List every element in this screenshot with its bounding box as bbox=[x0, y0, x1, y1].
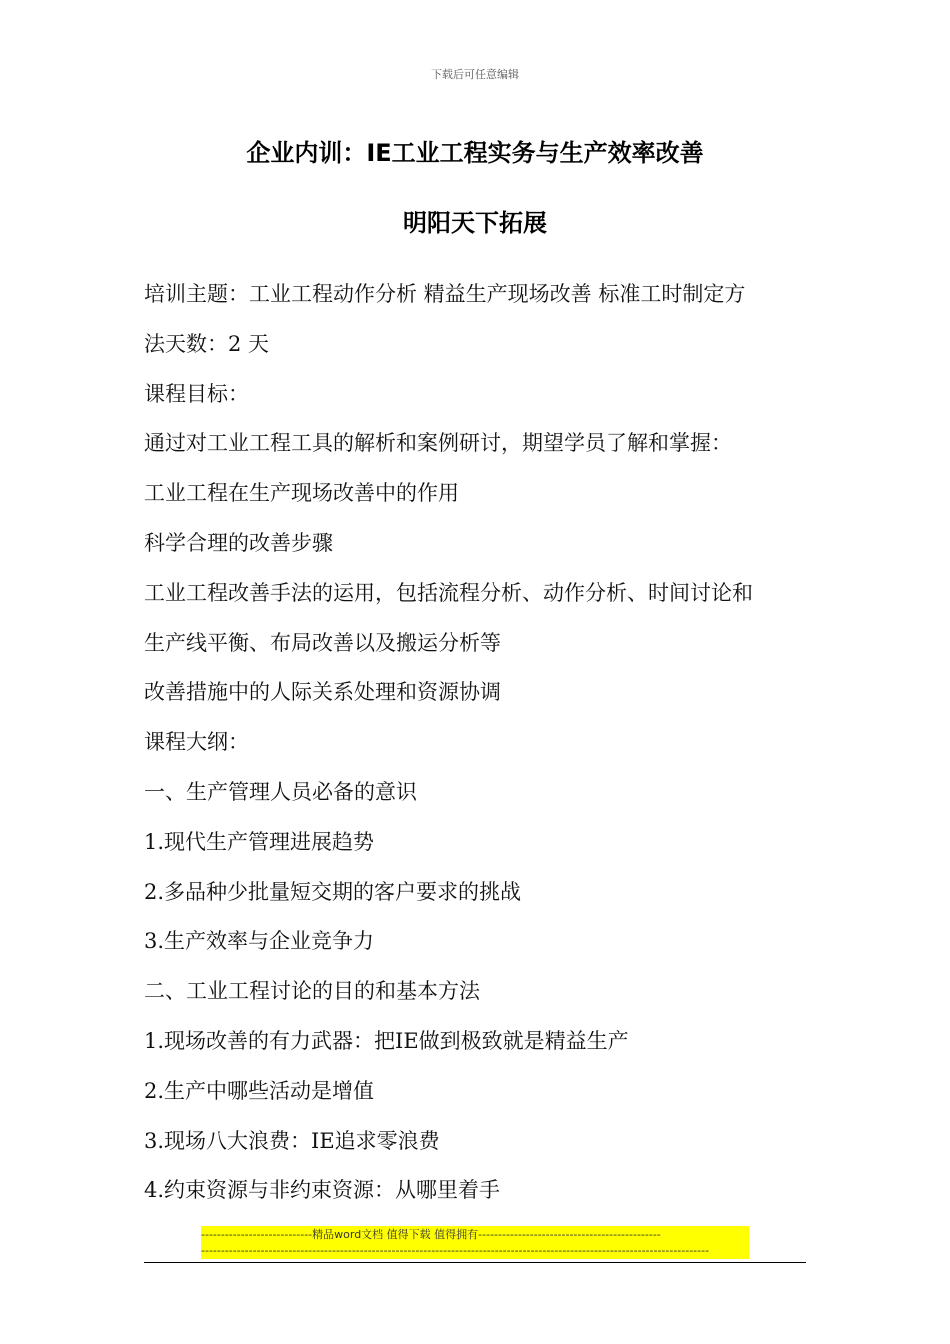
header-note: 下载后可任意编辑 bbox=[431, 68, 519, 81]
footer-divider bbox=[144, 1262, 806, 1263]
outline-item: 1.现代生产管理进展趋势 bbox=[144, 829, 375, 854]
document-subtitle: 明阳天下拓展 bbox=[403, 209, 547, 237]
outline-section-heading: 一、生产管理人员必备的意识 bbox=[144, 779, 417, 804]
outline-item: 1.现场改善的有力武器：把IE做到极致就是精益生产 bbox=[144, 1028, 629, 1053]
goal-item: 科学合理的改善步骤 bbox=[144, 530, 333, 555]
course-goals-intro: 通过对工业工程工具的解析和案例研讨，期望学员了解和掌握： bbox=[144, 431, 732, 456]
document-body bbox=[144, 270, 814, 1216]
goal-item-continued: 生产线平衡、布局改善以及搬运分析等 bbox=[144, 630, 501, 655]
footer-banner-text: ----------------------------精品word文档 值得下载 值得拥有---------------------------------------------- bbox=[201, 1228, 661, 1241]
outline-item: 2.生产中哪些活动是增值 bbox=[144, 1078, 375, 1103]
goal-item: 工业工程在生产现场改善中的作用 bbox=[144, 481, 459, 506]
training-topic-line: 培训主题：工业工程动作分析 精益生产现场改善 标准工时制定方 bbox=[144, 282, 746, 306]
goal-item: 改善措施中的人际关系处理和资源协调 bbox=[144, 680, 501, 705]
document-title: 企业内训：IE工业工程实务与生产效率改善 bbox=[246, 139, 704, 167]
outline-item: 3.现场八大浪费：IE追求零浪费 bbox=[144, 1128, 440, 1153]
outline-item: 3.生产效率与企业竞争力 bbox=[144, 929, 375, 954]
footer-banner-dashes: -------------------------------------------------------------------------------------------------------------------------------- bbox=[201, 1244, 710, 1257]
course-outline-heading: 课程大纲： bbox=[144, 730, 249, 755]
training-days-line: 法天数：2 天 bbox=[144, 331, 270, 356]
goal-item: 工业工程改善手法的运用，包括流程分析、动作分析、时间讨论和 bbox=[144, 580, 753, 605]
outline-item: 4.约束资源与非约束资源：从哪里着手 bbox=[144, 1178, 501, 1203]
course-goals-heading: 课程目标： bbox=[144, 381, 249, 406]
outline-item: 2.多品种少批量短交期的客户要求的挑战 bbox=[144, 879, 522, 904]
footer-banner bbox=[201, 1226, 749, 1259]
outline-section-heading: 二、工业工程讨论的目的和基本方法 bbox=[144, 979, 480, 1004]
